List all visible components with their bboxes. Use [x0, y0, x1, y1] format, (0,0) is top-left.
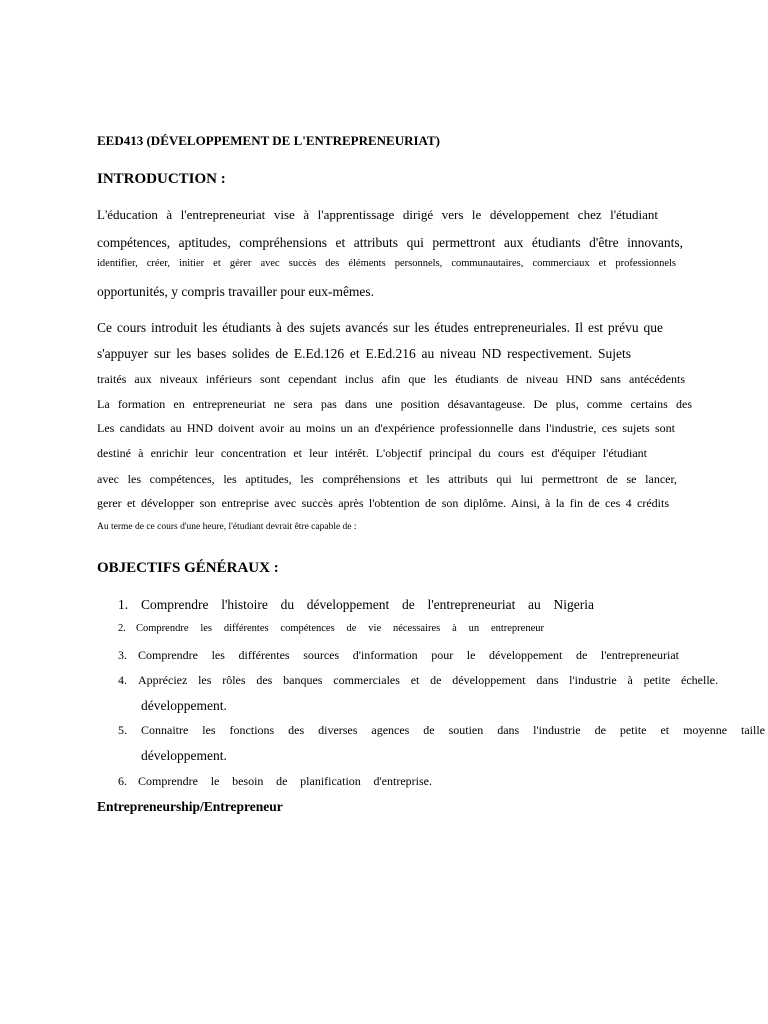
document-title: EED413 (DÉVELOPPEMENT DE L'ENTREPRENEURIAT) [97, 133, 440, 148]
objective-item-5: Connaitre les fonctions des diverses agences de soutien dans l'industrie de petite et moyenne taille [141, 723, 765, 737]
paragraph2-line-1: Ce cours introduit les étudiants à des sujets avancés sur les études entrepreneuriales. Il est prévu que [97, 320, 663, 335]
objective-number: 4. [118, 673, 127, 687]
objective-item-4: Appréciez les rôles des banques commerciales et de développement dans l'industrie à petite échelle. [138, 673, 718, 687]
paragraph2-line-4: La formation en entrepreneuriat ne sera pas dans une position désavantageuse. De plus, comme certains des [97, 397, 692, 411]
objective-item-2: Comprendre les différentes compétences de vie nécessaires à un entrepreneur [136, 623, 544, 634]
paragraph2-line-8: gerer et développer son entreprise avec succès après l'obtention de son diplôme. Ainsi, à la fin de ces 4 crédits [97, 496, 669, 510]
paragraph2-line-5: Les candidats au HND doivent avoir au moins un an d'expérience professionnelle dans l'industrie, ces sujets sont [97, 421, 675, 435]
objective-number: 6. [118, 774, 127, 788]
objectives-heading: OBJECTIFS GÉNÉRAUX : [97, 560, 279, 576]
objective-number: 5. [118, 723, 127, 737]
paragraph2-line-6: destiné à enrichir leur concentration et leur intérêt. L'objectif principal du cours est d'équiper l'étudiant [97, 446, 647, 460]
paragraph2-line-3: traités aux niveaux inférieurs sont cependant inclus afin que les étudiants de niveau HND sans antécédents [97, 372, 685, 386]
section-heading: Entrepreneurship/Entrepreneur [97, 799, 283, 814]
paragraph1-line-1: L'éducation à l'entrepreneuriat vise à l'apprentissage dirigé vers le développement chez l'étudiant [97, 207, 658, 222]
paragraph1-line-4: opportunités, y compris travailler pour eux-mêmes. [97, 284, 375, 299]
paragraph2-line-7: avec les compétences, les aptitudes, les compréhensions et les attributs qui lui permettront de se lancer, [97, 472, 677, 486]
objective-item-3: Comprendre les différentes sources d'information pour le développement de l'entrepreneuriat [138, 648, 679, 662]
objective-item-5-continuation: développement. [141, 748, 227, 763]
paragraph2-line-2: s'appuyer sur les bases solides de E.Ed.126 et E.Ed.216 au niveau ND respectivement. Sujets [97, 346, 631, 361]
paragraph1-line-3: identifier, créer, initier et gérer avec succès des éléments personnels, communautaires, commerciaux et professionnels [97, 258, 676, 269]
objective-number: 1. [118, 597, 129, 612]
objective-item-4-continuation: développement. [141, 698, 227, 713]
introduction-heading: INTRODUCTION : [97, 171, 226, 187]
paragraph2-line-9: Au terme de ce cours d'une heure, l'étudiant devrait être capable de : [97, 522, 357, 532]
objective-number: 2. [118, 623, 126, 634]
objective-item-6: Comprendre le besoin de planification d'entreprise. [138, 774, 432, 788]
paragraph1-line-2: compétences, aptitudes, compréhensions et attributs qui permettront aux étudiants d'être innovants, [97, 235, 683, 250]
objective-number: 3. [118, 648, 127, 662]
objective-item-1: Comprendre l'histoire du développement de l'entrepreneuriat au Nigeria [141, 597, 594, 612]
